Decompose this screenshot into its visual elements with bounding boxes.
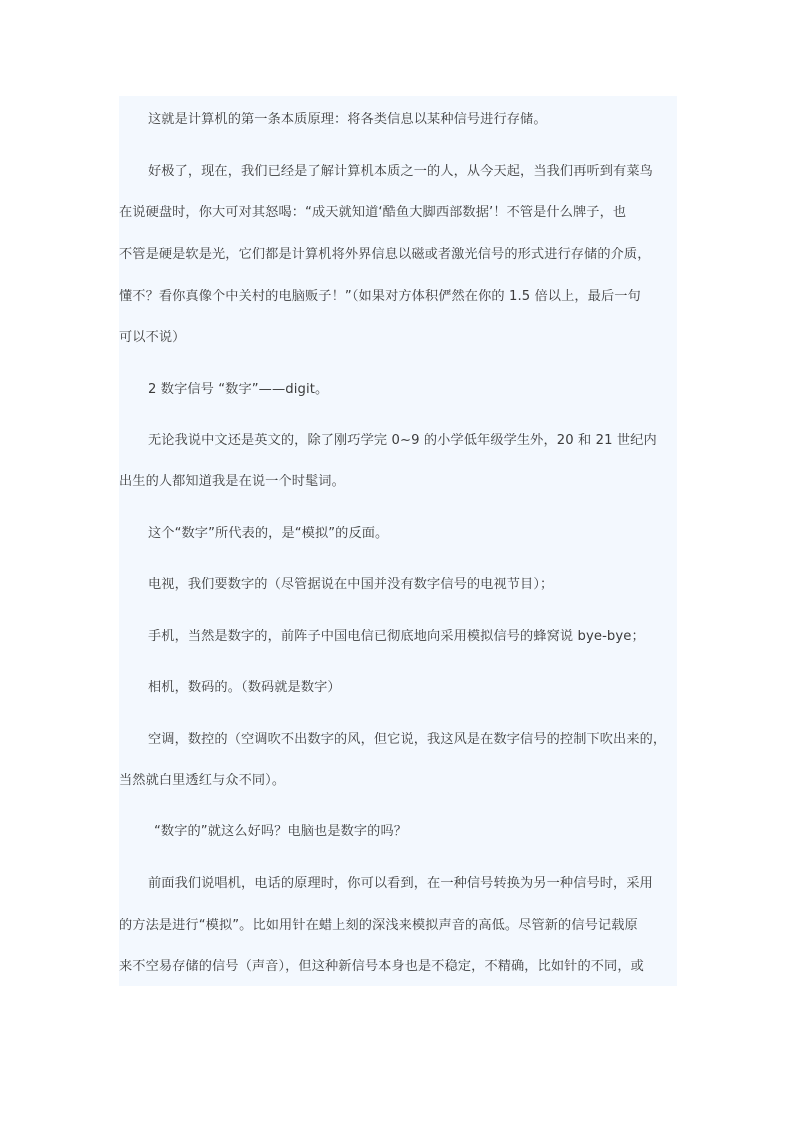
paragraph-line: 当然就白里透红与众不同）。 xyxy=(119,773,286,788)
paragraph-line: 手机，当然是数字的，前阵子中国电信已彻底地向采用模拟信号的蜂窝说 bye-bye； xyxy=(148,629,645,644)
paragraph-line: 相机，数码的。（数码就是数字） xyxy=(148,680,341,695)
paragraph-line: “数字的”就这么好吗？电脑也是数字的吗？ xyxy=(154,824,408,839)
paragraph-line: 在说硬盘时，你大可对其怒喝：“成天就知道‘酷鱼大脚西部数据’！不管是什么牌子，也 xyxy=(119,205,627,220)
paragraph-line: 可以不说） xyxy=(119,330,186,345)
text-block xyxy=(119,96,677,986)
paragraph-line: 来不空易存储的信号（声音），但这种新信号本身也是不稳定，不精确，比如针的不同，或 xyxy=(119,959,644,974)
paragraph-line: 无论我说中文还是英文的，除了刚巧学完 0~9 的小学低年级学生外，20 和 21 世纪内 xyxy=(148,433,657,448)
paragraph-line: 空调，数控的（空调吹不出数字的风，但它说，我这风是在数字信号的控制下吹出来的， xyxy=(148,732,667,747)
paragraph-line: 的方法是进行“模拟”。比如用针在蜡上刻的深浅来模拟声音的高低。尽管新的信号记载原 xyxy=(119,918,638,933)
paragraph-line: 这就是计算机的第一条本质原理：将各类信息以某种信号进行存储。 xyxy=(148,112,547,127)
section-heading: 2 数字信号 “数字”——digit。 xyxy=(148,382,329,397)
paragraph-line: 电视，我们要数字的（尽管据说在中国并没有数字信号的电视节目）； xyxy=(148,577,554,592)
paragraph-line: 这个“数字”所代表的，是“模拟”的反面。 xyxy=(148,526,389,541)
paragraph-line: 好极了，现在，我们已经是了解计算机本质之一的人，从今天起，当我们再听到有菜鸟 xyxy=(148,164,653,179)
paragraph-line: 不管是硬是软是光，它们都是计算机将外界信息以磁或者激光信号的形式进行存储的介质， xyxy=(119,247,651,262)
paragraph-line: 出生的人都知道我是在说一个时髦词。 xyxy=(119,474,345,489)
paragraph-line: 懂不？看你真像个中关村的电脑贩子！”（如果对方体积俨然在你的 1.5 倍以上，最后一句 xyxy=(119,289,641,304)
paragraph-line: 前面我们说唱机，电话的原理时，你可以看到，在一种信号转换为另一种信号时，采用 xyxy=(148,876,653,891)
